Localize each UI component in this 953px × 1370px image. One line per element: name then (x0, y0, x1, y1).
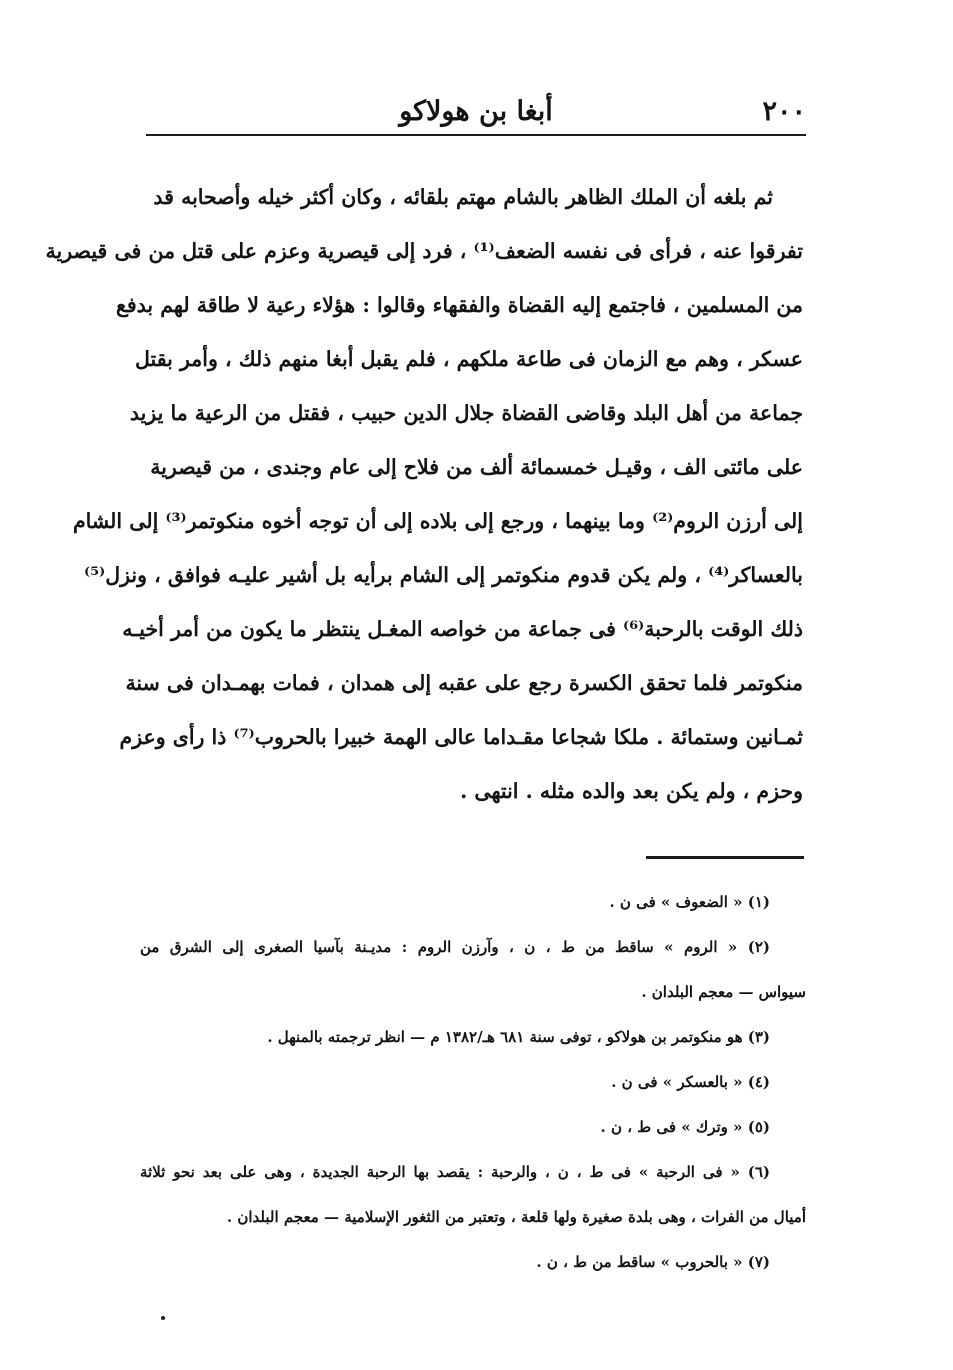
footnote-continuation: أميال من الفرات ، وهى بلدة صغيرة ولها قلعة ، وتعتبر من الثغور الإسلامية — معجم البلدان . (226, 1208, 806, 1226)
body-line: تفرقوا عنه ، فرأى فى نفسه الضعف⁽¹⁾ ، فرد إلى قيصرية وعزم على قتل من فى قيصرية (45, 239, 803, 263)
footnotes (140, 880, 806, 1285)
header-rule (146, 134, 806, 136)
body-line: ثم بلغه أن الملك الظاهر بالشام مهتم بلقائه ، وكان أكثر خيله وأصحابه قد (153, 185, 773, 209)
footnote: (٢) « الروم » ساقط من ط ، ن ، وآرزن الروم : مديـنة بآسيا الصغرى إلى الشرق من (140, 938, 770, 956)
stray-mark (161, 1316, 165, 1320)
footnote: (٧) « بالحروب » ساقط من ط ، ن . (536, 1253, 770, 1271)
body-line: من المسلمين ، فاجتمع إليه القضاة والفقهاء وقالوا : هؤلاء رعية لا طاقة لهم بدفع (115, 293, 803, 317)
footnote-continuation: سيواس — معجم البلدان . (641, 983, 806, 1001)
page-header (146, 92, 806, 136)
footnote: (٦) « فى الرحبة » فى ط ، ن ، والرحبة : يقصد بها الرحبة الجديدة ، وهى على بعد نحو ثلاثة (140, 1163, 770, 1181)
body-line: ثمـانين وستمائة . ملكا شجاعا مقـداما عالى الهمة خبيرا بالحروب⁽⁷⁾ ذا رأى وعزم (119, 725, 803, 749)
footnote: (٤) « بالعسكر » فى ن . (611, 1073, 770, 1091)
body-line: جماعة من أهل البلد وقاضى القضاة جلال الدين حبيب ، فقتل من الرعية ما يزيد (129, 401, 803, 425)
body-line: منكوتمر فلما تحقق الكسرة رجع على عقبه إلى همدان ، فمات بهمـدان فى سنة (125, 671, 803, 695)
body-line: عسكر ، وهم مع الزمان فى طاعة ملكهم ، فلم يقبل أبغا منهم ذلك ، وأمر بقتل (135, 347, 803, 371)
body-line: ذلك الوقت بالرحبة⁽⁶⁾ فى جماعة من خواصه المغـل ينتظر ما يكون من أمر أخيـه (122, 617, 803, 641)
footnote: (٥) « وترك » فى ط ، ن . (600, 1118, 770, 1136)
running-title: أبغا بن هولاكو (399, 96, 553, 127)
body-text (45, 170, 803, 818)
footnote: (١) « الضعوف » فى ن . (609, 893, 770, 911)
body-line: وحزم ، ولم يكن بعد والده مثله . انتهى . (460, 779, 803, 803)
body-line: إلى أرزن الروم⁽²⁾ وما بينهما ، ورجع إلى بلاده إلى أن توجه أخوه منكوتمر⁽³⁾ إلى الشام (72, 509, 803, 533)
body-line: بالعساكر⁽⁴⁾ ، ولم يكن قدوم منكوتمر إلى الشام برأيه بل أشير عليـه فوافق ، ونزل⁽⁵⁾ (84, 563, 803, 587)
body-line: على مائتى الف ، وقيـل خمسمائة ألف من فلاح إلى عام وجندى ، من قيصرية (150, 455, 803, 479)
footnote: (٣) هو منكوتمر بن هولاكو ، توفى سنة ٦٨١ هـ/١٣٨٢ م — انظر ترجمته بالمنهل . (267, 1028, 770, 1046)
page-number: ٢٠٠ (762, 96, 806, 127)
footnote-separator (646, 856, 804, 859)
